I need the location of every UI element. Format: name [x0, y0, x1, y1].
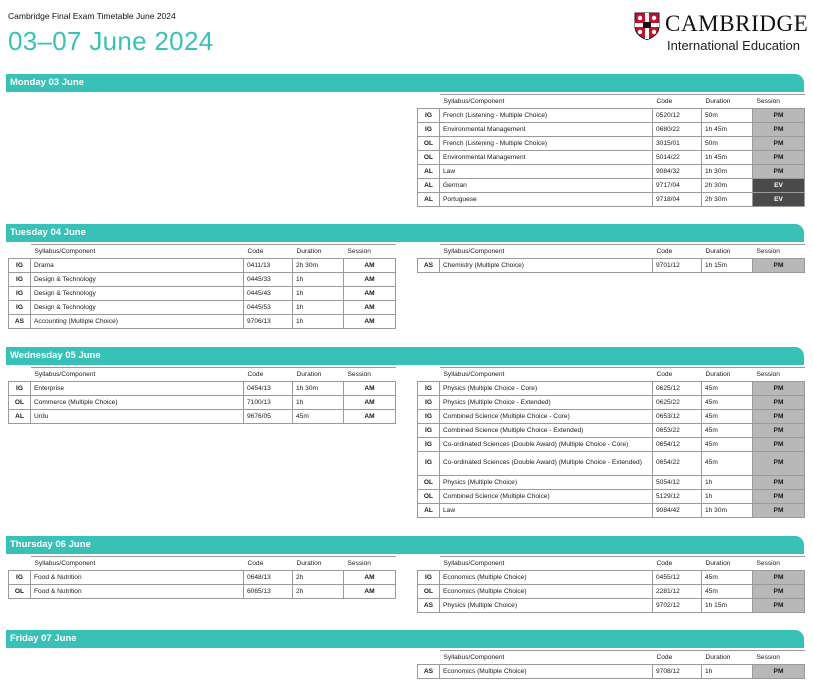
syllabus-cell: Food & Nutrition	[31, 585, 244, 599]
duration-cell: 1h	[293, 315, 344, 329]
syllabus-column-header: Syllabus/Component	[440, 245, 653, 259]
table-row	[418, 151, 805, 165]
code-cell: 5054/12	[653, 476, 702, 490]
code-cell: 0520/12	[653, 109, 702, 123]
syllabus-cell: Co-ordinated Sciences (Double Award) (Multiple Choice - Core)	[440, 438, 653, 452]
logo-subtitle: International Education	[667, 38, 800, 53]
session-cell: PM	[753, 137, 805, 151]
table-row	[418, 109, 805, 123]
level-cell: IG	[418, 382, 440, 396]
syllabus-cell: Accounting (Multiple Choice)	[31, 315, 244, 329]
code-cell: 0455/12	[653, 571, 702, 585]
table-row	[9, 571, 396, 585]
session-cell: PM	[753, 452, 805, 476]
session-cell: AM	[344, 273, 396, 287]
syllabus-cell: Law	[440, 504, 653, 518]
code-cell: 9708/12	[653, 665, 702, 679]
table-row	[9, 315, 396, 329]
duration-column-header: Duration	[702, 368, 753, 382]
syllabus-cell: Economics (Multiple Choice)	[440, 585, 653, 599]
code-cell: 0648/13	[244, 571, 293, 585]
session-column-header: Session	[753, 557, 805, 571]
session-cell: PM	[753, 438, 805, 452]
level-cell: OL	[418, 585, 440, 599]
day-header: Monday 03 June	[6, 74, 804, 92]
duration-cell: 1h	[293, 396, 344, 410]
code-cell: 0445/53	[244, 301, 293, 315]
session-cell: PM	[753, 665, 805, 679]
duration-column-header: Duration	[293, 245, 344, 259]
level-cell: AS	[418, 665, 440, 679]
syllabus-cell: Enterprise	[31, 382, 244, 396]
session-column-header: Session	[753, 651, 805, 665]
syllabus-cell: Drama	[31, 259, 244, 273]
day-header: Friday 07 June	[6, 630, 804, 648]
duration-cell: 1h 15m	[702, 259, 753, 273]
duration-cell: 1h	[293, 273, 344, 287]
level-cell: IG	[9, 301, 31, 315]
level-cell: OL	[418, 151, 440, 165]
table-row	[418, 490, 805, 504]
session-cell: AM	[344, 315, 396, 329]
syllabus-cell: Physics (Multiple Choice)	[440, 599, 653, 613]
session-cell: PM	[753, 571, 805, 585]
level-cell: IG	[418, 410, 440, 424]
syllabus-cell: Economics (Multiple Choice)	[440, 571, 653, 585]
table-row	[9, 259, 396, 273]
syllabus-cell: German	[440, 179, 653, 193]
session-cell: PM	[753, 599, 805, 613]
syllabus-cell: Design & Technology	[31, 301, 244, 315]
duration-cell: 50m	[702, 137, 753, 151]
code-column-header: Code	[653, 557, 702, 571]
duration-cell: 1h 30m	[702, 504, 753, 518]
level-cell: AL	[418, 193, 440, 207]
table-header-row	[418, 557, 805, 571]
duration-cell: 2h	[293, 585, 344, 599]
table-row	[418, 259, 805, 273]
code-column-header: Code	[244, 368, 293, 382]
table-row	[9, 273, 396, 287]
code-cell: 0445/43	[244, 287, 293, 301]
session-cell: PM	[753, 424, 805, 438]
session-column-header: Session	[753, 95, 805, 109]
code-cell: 5129/12	[653, 490, 702, 504]
syllabus-column-header: Syllabus/Component	[440, 95, 653, 109]
level-cell: OL	[418, 137, 440, 151]
table-row	[418, 452, 805, 476]
table-row	[418, 396, 805, 410]
session-cell: PM	[753, 382, 805, 396]
code-column-header: Code	[244, 557, 293, 571]
duration-cell: 45m	[702, 452, 753, 476]
syllabus-column-header: Syllabus/Component	[440, 368, 653, 382]
syllabus-cell: Combined Science (Multiple Choice)	[440, 490, 653, 504]
level-cell: AL	[418, 504, 440, 518]
level-column-header	[418, 651, 440, 665]
level-cell: IG	[418, 452, 440, 476]
session-cell: AM	[344, 287, 396, 301]
day-header: Tuesday 04 June	[6, 224, 804, 242]
table-row	[418, 179, 805, 193]
table-row	[418, 424, 805, 438]
syllabus-cell: Combined Science (Multiple Choice - Extended)	[440, 424, 653, 438]
table-row	[9, 301, 396, 315]
syllabus-cell: Environmental Management	[440, 151, 653, 165]
session-column-header: Session	[753, 368, 805, 382]
document-subtitle: Cambridge Final Exam Timetable June 2024	[8, 11, 176, 21]
syllabus-cell: Law	[440, 165, 653, 179]
code-cell: 5014/22	[653, 151, 702, 165]
level-column-header	[418, 95, 440, 109]
level-cell: AL	[418, 179, 440, 193]
level-cell: IG	[418, 123, 440, 137]
level-cell: OL	[9, 396, 31, 410]
code-cell: 9717/04	[653, 179, 702, 193]
duration-cell: 1h 30m	[293, 382, 344, 396]
level-cell: AL	[9, 410, 31, 424]
code-cell: 0454/13	[244, 382, 293, 396]
level-cell: IG	[9, 273, 31, 287]
table-row	[418, 165, 805, 179]
level-column-header	[9, 557, 31, 571]
level-column-header	[418, 245, 440, 259]
table-row	[9, 287, 396, 301]
duration-cell: 1h 15m	[702, 599, 753, 613]
session-cell: PM	[753, 396, 805, 410]
right-timetable	[417, 244, 805, 273]
code-column-header: Code	[653, 245, 702, 259]
code-cell: 9706/13	[244, 315, 293, 329]
page-title: 03–07 June 2024	[8, 26, 214, 56]
duration-cell: 1h	[293, 287, 344, 301]
code-cell: 0445/33	[244, 273, 293, 287]
code-cell: 2281/12	[653, 585, 702, 599]
session-column-header: Session	[753, 245, 805, 259]
code-cell: 0653/12	[653, 410, 702, 424]
left-timetable	[8, 244, 396, 329]
level-column-header	[418, 557, 440, 571]
table-header-row	[9, 368, 396, 382]
table-row	[418, 410, 805, 424]
duration-cell: 45m	[702, 396, 753, 410]
table-row	[9, 410, 396, 424]
duration-cell: 1h	[702, 476, 753, 490]
day-header: Thursday 06 June	[6, 536, 804, 554]
level-cell: IG	[9, 571, 31, 585]
table-row	[418, 123, 805, 137]
syllabus-cell: Physics (Multiple Choice - Extended)	[440, 396, 653, 410]
code-column-header: Code	[653, 368, 702, 382]
code-cell: 3015/01	[653, 137, 702, 151]
code-cell: 9702/12	[653, 599, 702, 613]
syllabus-column-header: Syllabus/Component	[31, 245, 244, 259]
code-cell: 9718/04	[653, 193, 702, 207]
syllabus-cell: Design & Technology	[31, 273, 244, 287]
code-cell: 6065/13	[244, 585, 293, 599]
syllabus-cell: Economics (Multiple Choice)	[440, 665, 653, 679]
code-cell: 0654/22	[653, 452, 702, 476]
duration-cell: 50m	[702, 109, 753, 123]
code-cell: 9084/42	[653, 504, 702, 518]
duration-cell: 2h 30m	[702, 193, 753, 207]
level-cell: AS	[418, 599, 440, 613]
table-header-row	[418, 651, 805, 665]
session-cell: AM	[344, 259, 396, 273]
duration-cell: 1h	[293, 301, 344, 315]
table-row	[418, 193, 805, 207]
code-cell: 0654/12	[653, 438, 702, 452]
day-header: Wednesday 05 June	[6, 347, 804, 365]
level-cell: AL	[418, 165, 440, 179]
table-row	[9, 396, 396, 410]
session-cell: AM	[344, 382, 396, 396]
duration-column-header: Duration	[293, 557, 344, 571]
session-cell: AM	[344, 301, 396, 315]
code-cell: 0653/22	[653, 424, 702, 438]
session-cell: PM	[753, 504, 805, 518]
syllabus-cell: Urdu	[31, 410, 244, 424]
table-header-row	[9, 245, 396, 259]
session-cell: PM	[753, 151, 805, 165]
level-cell: IG	[9, 287, 31, 301]
cambridge-shield-icon	[634, 12, 660, 40]
duration-column-header: Duration	[293, 368, 344, 382]
session-cell: PM	[753, 109, 805, 123]
duration-column-header: Duration	[702, 245, 753, 259]
syllabus-cell: Combined Science (Multiple Choice - Core)	[440, 410, 653, 424]
level-cell: IG	[9, 382, 31, 396]
table-row	[418, 571, 805, 585]
table-header-row	[418, 95, 805, 109]
level-cell: AS	[9, 315, 31, 329]
duration-cell: 45m	[702, 438, 753, 452]
level-cell: IG	[418, 424, 440, 438]
duration-cell: 2h 30m	[293, 259, 344, 273]
duration-column-header: Duration	[702, 557, 753, 571]
duration-cell: 45m	[702, 382, 753, 396]
table-row	[9, 585, 396, 599]
level-cell: OL	[418, 490, 440, 504]
duration-cell: 1h	[702, 490, 753, 504]
cambridge-logo	[634, 11, 809, 53]
session-cell: AM	[344, 410, 396, 424]
level-cell: OL	[418, 476, 440, 490]
duration-cell: 1h	[702, 665, 753, 679]
right-timetable	[417, 650, 805, 679]
table-header-row	[418, 245, 805, 259]
duration-cell: 45m	[702, 410, 753, 424]
code-cell: 0625/12	[653, 382, 702, 396]
table-row	[418, 137, 805, 151]
syllabus-cell: Physics (Multiple Choice)	[440, 476, 653, 490]
session-cell: PM	[753, 410, 805, 424]
duration-cell: 45m	[293, 410, 344, 424]
table-header-row	[9, 557, 396, 571]
session-column-header: Session	[344, 557, 396, 571]
session-cell: PM	[753, 476, 805, 490]
level-cell: IG	[418, 571, 440, 585]
syllabus-cell: Environmental Management	[440, 123, 653, 137]
level-cell: AS	[418, 259, 440, 273]
table-row	[418, 599, 805, 613]
left-timetable	[8, 556, 396, 599]
syllabus-cell: Co-ordinated Sciences (Double Award) (Multiple Choice - Extended)	[440, 452, 653, 476]
session-cell: PM	[753, 490, 805, 504]
code-column-header: Code	[653, 651, 702, 665]
right-timetable	[417, 94, 805, 207]
session-cell: EV	[753, 179, 805, 193]
duration-cell: 1h 45m	[702, 123, 753, 137]
session-cell: PM	[753, 123, 805, 137]
table-row	[9, 382, 396, 396]
duration-cell: 2h 30m	[702, 179, 753, 193]
table-row	[418, 382, 805, 396]
right-timetable	[417, 367, 805, 518]
session-cell: AM	[344, 571, 396, 585]
duration-cell: 45m	[702, 585, 753, 599]
syllabus-cell: Chemistry (Multiple Choice)	[440, 259, 653, 273]
level-cell: IG	[418, 109, 440, 123]
code-cell: 9084/32	[653, 165, 702, 179]
table-row	[418, 476, 805, 490]
session-cell: AM	[344, 585, 396, 599]
level-cell: IG	[418, 396, 440, 410]
table-row	[418, 665, 805, 679]
code-column-header: Code	[653, 95, 702, 109]
level-column-header	[9, 368, 31, 382]
syllabus-column-header: Syllabus/Component	[31, 368, 244, 382]
logo-wordmark: CAMBRIDGE	[665, 11, 809, 36]
syllabus-cell: Food & Nutrition	[31, 571, 244, 585]
code-cell: 9701/12	[653, 259, 702, 273]
code-cell: 9676/05	[244, 410, 293, 424]
session-cell: PM	[753, 585, 805, 599]
session-cell: PM	[753, 165, 805, 179]
syllabus-cell: Commerce (Multiple Choice)	[31, 396, 244, 410]
code-cell: 0411/13	[244, 259, 293, 273]
session-cell: AM	[344, 396, 396, 410]
syllabus-cell: Portuguese	[440, 193, 653, 207]
syllabus-cell: French (Listening - Multiple Choice)	[440, 109, 653, 123]
syllabus-cell: French (Listening - Multiple Choice)	[440, 137, 653, 151]
table-header-row	[418, 368, 805, 382]
level-cell: IG	[418, 438, 440, 452]
syllabus-cell: Physics (Multiple Choice - Core)	[440, 382, 653, 396]
syllabus-column-header: Syllabus/Component	[440, 557, 653, 571]
syllabus-cell: Design & Technology	[31, 287, 244, 301]
duration-cell: 1h 45m	[702, 151, 753, 165]
duration-column-header: Duration	[702, 651, 753, 665]
duration-cell: 45m	[702, 424, 753, 438]
syllabus-column-header: Syllabus/Component	[31, 557, 244, 571]
table-row	[418, 438, 805, 452]
session-cell: PM	[753, 259, 805, 273]
code-cell: 0680/22	[653, 123, 702, 137]
duration-cell: 1h 30m	[702, 165, 753, 179]
level-cell: IG	[9, 259, 31, 273]
session-column-header: Session	[344, 368, 396, 382]
level-cell: OL	[9, 585, 31, 599]
session-cell: EV	[753, 193, 805, 207]
table-row	[418, 504, 805, 518]
left-timetable	[8, 367, 396, 424]
code-column-header: Code	[244, 245, 293, 259]
session-column-header: Session	[344, 245, 396, 259]
right-timetable	[417, 556, 805, 613]
code-cell: 7100/13	[244, 396, 293, 410]
level-column-header	[418, 368, 440, 382]
duration-cell: 2h	[293, 571, 344, 585]
syllabus-column-header: Syllabus/Component	[440, 651, 653, 665]
level-column-header	[9, 245, 31, 259]
duration-column-header: Duration	[702, 95, 753, 109]
table-row	[418, 585, 805, 599]
code-cell: 0625/22	[653, 396, 702, 410]
duration-cell: 45m	[702, 571, 753, 585]
